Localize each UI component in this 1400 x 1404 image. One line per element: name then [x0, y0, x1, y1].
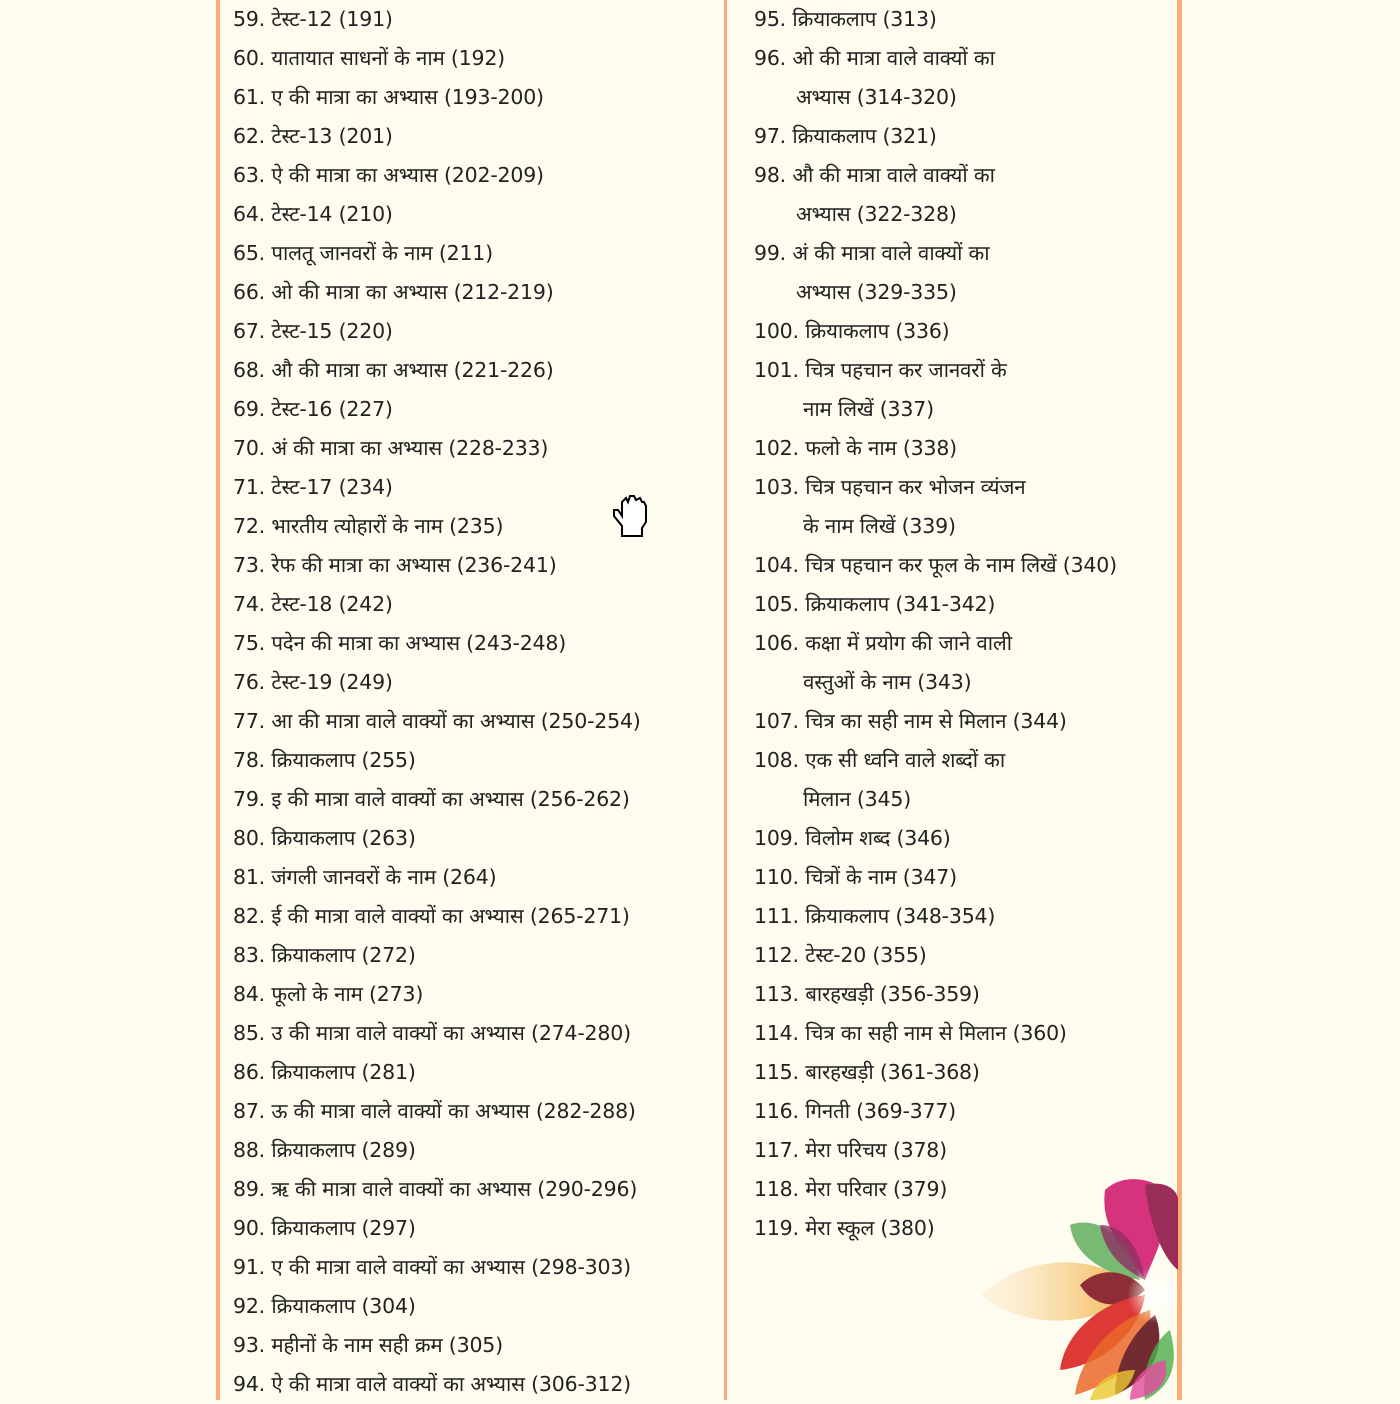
toc-entry-title: ओ की मात्रा वाले वाक्यों का	[792, 46, 995, 70]
toc-entry-title: मेरा परिचय (378)	[805, 1138, 947, 1162]
toc-entry-number: 92.	[233, 1294, 266, 1318]
toc-entry-title: टेस्ट-16 (227)	[271, 397, 393, 421]
toc-entry	[754, 936, 927, 975]
toc-entry	[233, 312, 393, 351]
toc-entry-title-continuation: अभ्यास (322-328)	[796, 202, 957, 226]
toc-entry-number: 63.	[233, 163, 266, 187]
toc-entry	[233, 1326, 503, 1365]
toc-entry-title: क्रियाकलाप (313)	[792, 7, 937, 31]
toc-entry-title: क्रियाकलाप (289)	[271, 1138, 416, 1162]
toc-entry-title: चित्र पहचान कर भोजन व्यंजन	[805, 475, 1026, 499]
toc-entry-number: 118.	[754, 1177, 799, 1201]
toc-entry-number: 105.	[754, 592, 799, 616]
toc-entry	[233, 1287, 416, 1326]
toc-entry-number: 103.	[754, 475, 799, 499]
toc-entry-number: 108.	[754, 748, 799, 772]
toc-entry-title-continuation: के नाम लिखें (339)	[803, 514, 956, 538]
toc-entry-number: 102.	[754, 436, 799, 460]
toc-entry-number: 87.	[233, 1099, 266, 1123]
toc-entry	[233, 975, 423, 1014]
toc-entry	[233, 1170, 637, 1209]
toc-entry-title: महीनों के नाम सही क्रम (305)	[271, 1333, 503, 1357]
toc-entry	[754, 819, 951, 858]
toc-entry-number: 88.	[233, 1138, 266, 1162]
toc-entry-title: मेरा स्कूल (380)	[805, 1216, 935, 1240]
toc-entry	[233, 1365, 631, 1404]
toc-entry-number: 67.	[233, 319, 266, 343]
toc-entry	[754, 234, 990, 304]
toc-entry	[233, 1248, 631, 1287]
left-border-rule	[216, 0, 220, 1400]
toc-entry-title: ए की मात्रा वाले वाक्यों का अभ्यास (298-303)	[271, 1255, 631, 1279]
toc-entry	[233, 858, 496, 897]
toc-entry	[233, 273, 554, 312]
toc-entry	[233, 117, 393, 156]
center-divider-rule	[724, 0, 727, 1400]
toc-entry	[754, 1053, 980, 1092]
toc-entry-number: 83.	[233, 943, 266, 967]
toc-entry	[754, 468, 1026, 538]
toc-entry-title: टेस्ट-20 (355)	[805, 943, 927, 967]
toc-entry-title: चित्र पहचान कर फूल के नाम लिखें (340)	[805, 553, 1117, 577]
toc-entry-number: 80.	[233, 826, 266, 850]
hand-cursor-icon	[610, 492, 656, 538]
toc-entry-title: आ की मात्रा वाले वाक्यों का अभ्यास (250-254)	[271, 709, 641, 733]
toc-entry-number: 68.	[233, 358, 266, 382]
toc-entry-title: भारतीय त्योहारों के नाम (235)	[271, 514, 504, 538]
toc-entry-title: फूलो के नाम (273)	[271, 982, 424, 1006]
toc-entry-number: 90.	[233, 1216, 266, 1240]
toc-entry	[233, 741, 416, 780]
toc-entry-title: औ की मात्रा का अभ्यास (221-226)	[271, 358, 554, 382]
toc-entry-title: अं की मात्रा का अभ्यास (228-233)	[271, 436, 549, 460]
toc-entry	[233, 507, 503, 546]
toc-entry	[233, 1092, 636, 1131]
toc-entry-number: 93.	[233, 1333, 266, 1357]
toc-entry	[754, 351, 1007, 421]
toc-entry-number: 99.	[754, 241, 787, 265]
toc-entry-title-continuation: मिलान (345)	[803, 787, 911, 811]
toc-entry-title: इ की मात्रा वाले वाक्यों का अभ्यास (256-262)	[271, 787, 630, 811]
toc-entry-title: चित्रों के नाम (347)	[805, 865, 957, 889]
toc-entry-title: फलो के नाम (338)	[805, 436, 957, 460]
toc-entry	[233, 585, 393, 624]
toc-entry	[233, 702, 641, 741]
toc-entry-title: क्रियाकलाप (304)	[271, 1294, 416, 1318]
toc-entry-title-continuation: नाम लिखें (337)	[803, 397, 934, 421]
toc-entry-number: 110.	[754, 865, 799, 889]
toc-entry	[233, 1014, 631, 1053]
toc-entry-title: चित्र का सही नाम से मिलान (360)	[805, 1021, 1067, 1045]
toc-entry	[233, 429, 548, 468]
toc-entry-number: 97.	[754, 124, 787, 148]
toc-entry	[754, 0, 937, 39]
toc-entry-title: टेस्ट-12 (191)	[271, 7, 393, 31]
toc-entry	[754, 429, 957, 468]
toc-entry-number: 98.	[754, 163, 787, 187]
toc-entry	[754, 897, 995, 936]
toc-entry-title: रेफ की मात्रा का अभ्यास (236-241)	[271, 553, 557, 577]
toc-entry	[754, 117, 937, 156]
toc-entry-title: क्रियाकलाप (321)	[792, 124, 937, 148]
toc-entry-number: 62.	[233, 124, 266, 148]
toc-entry	[233, 195, 393, 234]
toc-entry-number: 77.	[233, 709, 266, 733]
toc-entry-title: विलोम शब्द (346)	[805, 826, 951, 850]
toc-entry-number: 100.	[754, 319, 799, 343]
toc-entry	[754, 585, 995, 624]
toc-entry-title: कक्षा में प्रयोग की जाने वाली	[805, 631, 1012, 655]
toc-entry-title: क्रियाकलाप (341-342)	[805, 592, 996, 616]
toc-entry	[233, 1209, 416, 1248]
toc-entry-number: 109.	[754, 826, 799, 850]
toc-entry-title-continuation: अभ्यास (314-320)	[796, 85, 957, 109]
toc-entry-title: गिनती (369-377)	[805, 1099, 956, 1123]
toc-entry-number: 66.	[233, 280, 266, 304]
toc-entry-title: मेरा परिवार (379)	[805, 1177, 948, 1201]
toc-entry-number: 82.	[233, 904, 266, 928]
toc-entry	[233, 0, 393, 39]
toc-entry-title: बारहखड़ी (361-368)	[805, 1060, 980, 1084]
toc-entry-number: 112.	[754, 943, 799, 967]
toc-entry	[233, 624, 566, 663]
toc-entry	[754, 702, 1067, 741]
toc-entry-number: 94.	[233, 1372, 266, 1396]
toc-entry-number: 78.	[233, 748, 266, 772]
toc-entry-number: 101.	[754, 358, 799, 382]
toc-entry-title: चित्र का सही नाम से मिलान (344)	[805, 709, 1067, 733]
toc-entry-number: 69.	[233, 397, 266, 421]
toc-entry-number: 119.	[754, 1216, 799, 1240]
toc-entry	[233, 234, 493, 273]
toc-entry-title: क्रियाकलाप (263)	[271, 826, 416, 850]
toc-entry-title: ऐ की मात्रा का अभ्यास (202-209)	[271, 163, 544, 187]
toc-entry	[754, 741, 1006, 811]
toc-entry-title: जंगली जानवरों के नाम (264)	[271, 865, 497, 889]
toc-entry	[233, 546, 557, 585]
toc-entry-number: 85.	[233, 1021, 266, 1045]
toc-entry	[233, 936, 416, 975]
toc-entry-title: अं की मात्रा वाले वाक्यों का	[792, 241, 990, 265]
toc-entry-title: ऐ की मात्रा वाले वाक्यों का अभ्यास (306-312)	[271, 1372, 631, 1396]
toc-entry-number: 96.	[754, 46, 787, 70]
toc-entry-number: 91.	[233, 1255, 266, 1279]
toc-entry-number: 111.	[754, 904, 799, 928]
toc-entry	[754, 975, 980, 1014]
toc-entry	[233, 663, 393, 702]
toc-entry	[754, 156, 995, 226]
toc-entry-title: टेस्ट-15 (220)	[271, 319, 393, 343]
toc-entry-title: चित्र पहचान कर जानवरों के	[805, 358, 1007, 382]
toc-entry-title: ऊ की मात्रा वाले वाक्यों का अभ्यास (282-288)	[271, 1099, 636, 1123]
toc-entry-number: 72.	[233, 514, 266, 538]
toc-entry-title: ई की मात्रा वाले वाक्यों का अभ्यास (265-271)	[271, 904, 630, 928]
flower-decoration-icon	[965, 1170, 1178, 1400]
toc-entry-title: क्रियाकलाप (272)	[271, 943, 416, 967]
toc-entry	[233, 39, 505, 78]
toc-entry-title: ऋ की मात्रा वाले वाक्यों का अभ्यास (290-296)	[271, 1177, 638, 1201]
toc-entry	[233, 351, 554, 390]
toc-entry-title: क्रियाकलाप (336)	[805, 319, 950, 343]
toc-entry	[233, 1053, 416, 1092]
toc-entry-number: 95.	[754, 7, 787, 31]
toc-entry-number: 61.	[233, 85, 266, 109]
toc-entry	[233, 390, 393, 429]
toc-entry-number: 81.	[233, 865, 266, 889]
toc-entry-title: टेस्ट-19 (249)	[271, 670, 393, 694]
toc-entry-number: 79.	[233, 787, 266, 811]
toc-entry-title: औ की मात्रा वाले वाक्यों का	[792, 163, 995, 187]
toc-entry-number: 59.	[233, 7, 266, 31]
toc-entry	[754, 312, 949, 351]
toc-entry-number: 114.	[754, 1021, 799, 1045]
toc-entry-number: 71.	[233, 475, 266, 499]
toc-entry-number: 113.	[754, 982, 799, 1006]
toc-entry-title: एक सी ध्वनि वाले शब्दों का	[805, 748, 1006, 772]
toc-entry	[754, 1092, 956, 1131]
toc-entry-number: 86.	[233, 1060, 266, 1084]
toc-entry-title: टेस्ट-17 (234)	[271, 475, 393, 499]
toc-entry	[754, 624, 1012, 694]
toc-entry-title: टेस्ट-18 (242)	[271, 592, 393, 616]
toc-entry-number: 74.	[233, 592, 266, 616]
toc-entry-title: पालतू जानवरों के नाम (211)	[271, 241, 493, 265]
toc-entry-title: पदेन की मात्रा का अभ्यास (243-248)	[271, 631, 567, 655]
toc-entry-title: टेस्ट-13 (201)	[271, 124, 393, 148]
toc-entry	[233, 780, 630, 819]
toc-entry	[754, 1170, 947, 1209]
toc-entry-number: 65.	[233, 241, 266, 265]
toc-entry	[754, 1014, 1067, 1053]
toc-entry	[233, 156, 544, 195]
toc-entry-title: क्रियाकलाप (348-354)	[805, 904, 996, 928]
toc-entry-title: उ की मात्रा वाले वाक्यों का अभ्यास (274-280)	[271, 1021, 631, 1045]
toc-entry-number: 117.	[754, 1138, 799, 1162]
toc-entry-number: 75.	[233, 631, 266, 655]
toc-entry-title: ओ की मात्रा का अभ्यास (212-219)	[271, 280, 554, 304]
toc-entry	[754, 1209, 935, 1248]
toc-entry-number: 104.	[754, 553, 799, 577]
toc-entry-number: 84.	[233, 982, 266, 1006]
toc-entry-number: 73.	[233, 553, 266, 577]
toc-entry-number: 89.	[233, 1177, 266, 1201]
toc-entry-title: क्रियाकलाप (297)	[271, 1216, 416, 1240]
toc-entry	[233, 468, 393, 507]
toc-entry-number: 116.	[754, 1099, 799, 1123]
toc-entry-number: 60.	[233, 46, 266, 70]
toc-entry	[233, 897, 630, 936]
toc-entry	[754, 858, 957, 897]
toc-entry	[754, 39, 995, 109]
toc-entry-title: क्रियाकलाप (281)	[271, 1060, 416, 1084]
toc-entry	[233, 1131, 416, 1170]
toc-entry-number: 76.	[233, 670, 266, 694]
toc-entry	[754, 546, 1117, 585]
toc-entry	[754, 1131, 947, 1170]
toc-entry-title: क्रियाकलाप (255)	[271, 748, 416, 772]
toc-entry-title-continuation: अभ्यास (329-335)	[796, 280, 957, 304]
toc-entry	[233, 819, 416, 858]
toc-entry	[233, 78, 544, 117]
toc-entry-number: 115.	[754, 1060, 799, 1084]
toc-entry-title: ए की मात्रा का अभ्यास (193-200)	[271, 85, 544, 109]
toc-entry-title: टेस्ट-14 (210)	[271, 202, 393, 226]
toc-entry-number: 70.	[233, 436, 266, 460]
toc-entry-number: 107.	[754, 709, 799, 733]
toc-entry-number: 64.	[233, 202, 266, 226]
toc-entry-title: बारहखड़ी (356-359)	[805, 982, 980, 1006]
toc-entry-title: यातायात साधनों के नाम (192)	[271, 46, 505, 70]
toc-entry-number: 106.	[754, 631, 799, 655]
toc-entry-title-continuation: वस्तुओं के नाम (343)	[803, 670, 972, 694]
